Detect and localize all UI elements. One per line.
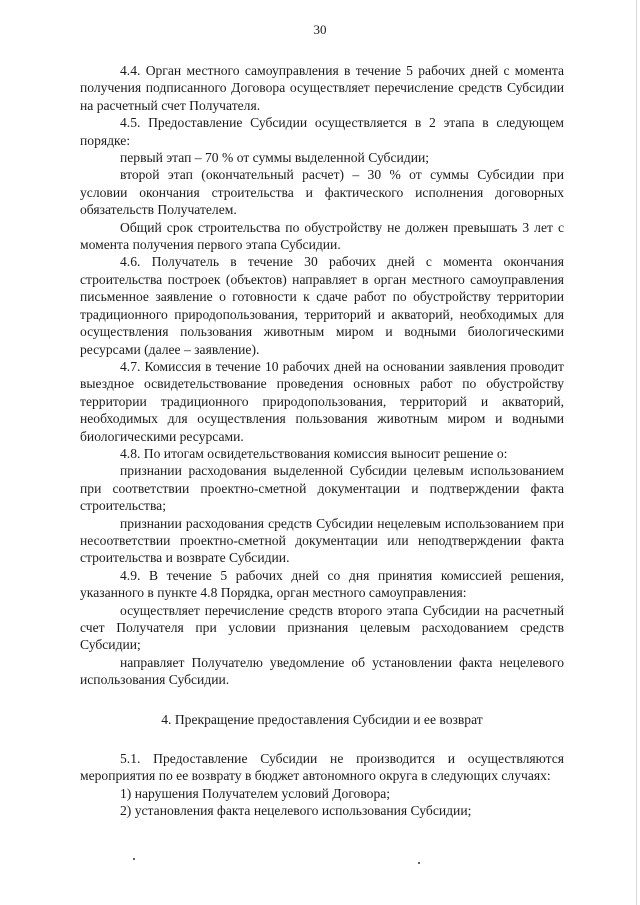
paragraph-notification: направляет Получателю уведомление об установлении факта нецелевого использования Субсидии. <box>80 654 564 688</box>
page-number: 30 <box>313 22 327 37</box>
paragraph-second-stage: второй этап (окончательный расчет) – 30 % от суммы Субсидии при условии окончания строительства и фактического исполнения договорных обязательств Получателем. <box>80 167 564 218</box>
paragraph-4-5: 4.5. Предоставление Субсидии осуществляется в 2 этапа в следующем порядке: <box>80 115 564 148</box>
paragraph-first-stage: первый этап – 70 % от суммы выделенной Субсидии; <box>120 150 430 166</box>
paragraph-decision-targeted: признании расходования выделенной Субсидии целевым использованием при соответствии проектно-сметной документации и подтверждении факта строительства; <box>80 463 564 514</box>
paragraph-4-4: 4.4. Орган местного самоуправления в течение 5 рабочих дней с момента получения подписанного Договора осуществляет перечисление средств Субсидии на расчетный счет Получателя. <box>80 63 564 113</box>
scan-speck <box>133 858 135 860</box>
section-heading: 4. Прекращение предоставления Субсидии и ее возврат <box>161 711 483 727</box>
document-body <box>80 62 564 820</box>
list-item-2: 2) установления факта нецелевого использования Субсидии; <box>120 803 472 819</box>
paragraph-decision-misused: признании расходования средств Субсидии нецелевым использованием при несоответствии проектно-сметной документации или неподтверждении факта строительства и возврате Субсидии. <box>80 515 564 566</box>
scan-speck <box>418 862 420 864</box>
paragraph-4-7: 4.7. Комиссия в течение 10 рабочих дней на основании заявления проводит выездное освидетельствование проведения основных работ по обустройству территории традиционного природопользования, территорий и акваторий, необходимых для осуществления пользования животным миром и водными биологическими ресурсами. <box>80 358 564 444</box>
scan-edge-line <box>636 0 637 905</box>
paragraph-4-8: 4.8. По итогам освидетельствования комиссия выносит решение о: <box>120 445 508 461</box>
paragraph-4-6: 4.6. Получатель в течение 30 рабочих дней с момента окончания строительства построек (объектов) направляет в орган местного самоуправления письменное заявление о готовности к сдаче работ по обустройству территории традиционного природопользования, территорий и акваторий, необходимых для осуществления пользования животным миром и водными биологическими ресурсами (далее – заявление). <box>80 254 564 357</box>
paragraph-5-1: 5.1. Предоставление Субсидии не производится и осуществляются мероприятия по ее возврату в бюджет автономного округа в следующих случаях: <box>80 751 564 784</box>
paragraph-construction-term: Общий срок строительства по обустройству не должен превышать 3 лет с момента получения первого этапа Субсидии. <box>80 219 564 253</box>
paragraph-4-9: 4.9. В течение 5 рабочих дней со дня принятия комиссией решения, указанного в пункте 4.8 Порядка, орган местного самоуправления: <box>80 567 564 601</box>
list-item-1: 1) нарушения Получателем условий Договора; <box>120 785 391 801</box>
paragraph-transfer-second-stage: осуществляет перечисление средств второго этапа Субсидии на расчетный счет Получателя при условии признания целевым расходованием средств Субсидии; <box>80 602 564 653</box>
